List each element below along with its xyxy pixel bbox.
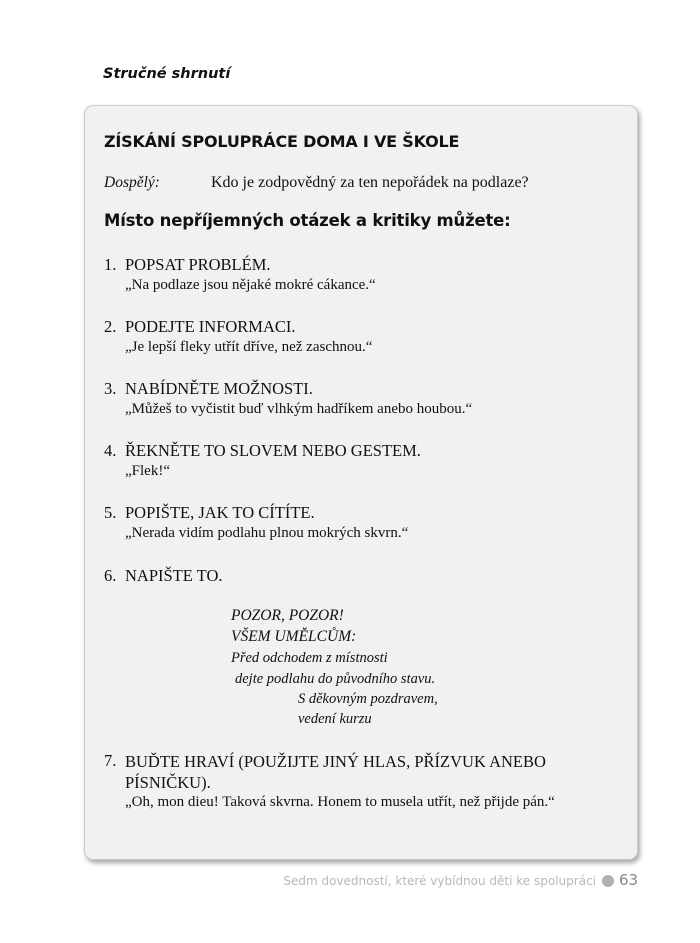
item-quote: „Flek!“: [125, 463, 170, 479]
item-title: NAPIŠTE TO.: [125, 566, 223, 585]
item-number: 1.: [104, 255, 117, 274]
adult-text: Kdo je zodpovědný za ten nepořádek na podlaze?: [211, 174, 529, 191]
section-label: Stručné shrnutí: [103, 66, 231, 82]
item-title: POPIŠTE, JAK TO CÍTÍTE.: [125, 503, 315, 522]
item-quote: „Je lepší fleky utřít dříve, než zaschnou.“: [125, 339, 373, 355]
item-number: 6.: [104, 566, 117, 585]
adult-label: Dospělý:: [104, 174, 160, 191]
page-number: 63: [619, 871, 639, 889]
item-quote: „Na podlaze jsou nějaké mokré cákance.“: [125, 277, 376, 293]
item-quote: „Můžeš to vyčistit buď vlhkým hadříkem anebo houbou.“: [125, 401, 473, 417]
note-line-4: dejte podlahu do původního stavu.: [235, 671, 436, 687]
item-title: ŘEKNĚTE TO SLOVEM NEBO GESTEM.: [125, 441, 421, 460]
note-line-5: S děkovným pozdravem,: [298, 691, 438, 707]
item-quote: „Nerada vidím podlahu plnou mokrých skvrn.“: [125, 525, 409, 541]
footer-dot-icon: [602, 875, 614, 887]
item-title: BUĎTE HRAVÍ (POUŽIJTE JINÝ HLAS, PŘÍZVUK ANEBO PÍSNIČKU).: [125, 752, 546, 792]
footer-text: Sedm dovedností, které vybídnou děti ke spolupráci: [283, 874, 596, 888]
item-title: NABÍDNĚTE MOŽNOSTI.: [125, 379, 313, 398]
subheading: Místo nepříjemných otázek a kritiky můžete:: [104, 211, 511, 230]
note-line-3: Před odchodem z místnosti: [231, 650, 388, 666]
item-number: 3.: [104, 379, 117, 398]
box-title: ZÍSKÁNÍ SPOLUPRÁCE DOMA I VE ŠKOLE: [104, 132, 460, 151]
item-title: PODEJTE INFORMACI.: [125, 317, 296, 336]
note-line-2: VŠEM UMĚLCŮM:: [231, 628, 357, 645]
item-number: 5.: [104, 503, 117, 522]
item-number: 2.: [104, 317, 117, 336]
note-line-1: POZOR, POZOR!: [231, 607, 344, 624]
note-line-6: vedení kurzu: [298, 711, 372, 727]
item-quote: „Oh, mon dieu! Taková skvrna. Honem to musela utřít, než přijde pán.“: [125, 794, 555, 810]
item-title: POPSAT PROBLÉM.: [125, 255, 271, 274]
item-number: 4.: [104, 441, 117, 460]
item-number: 7.: [104, 751, 117, 770]
